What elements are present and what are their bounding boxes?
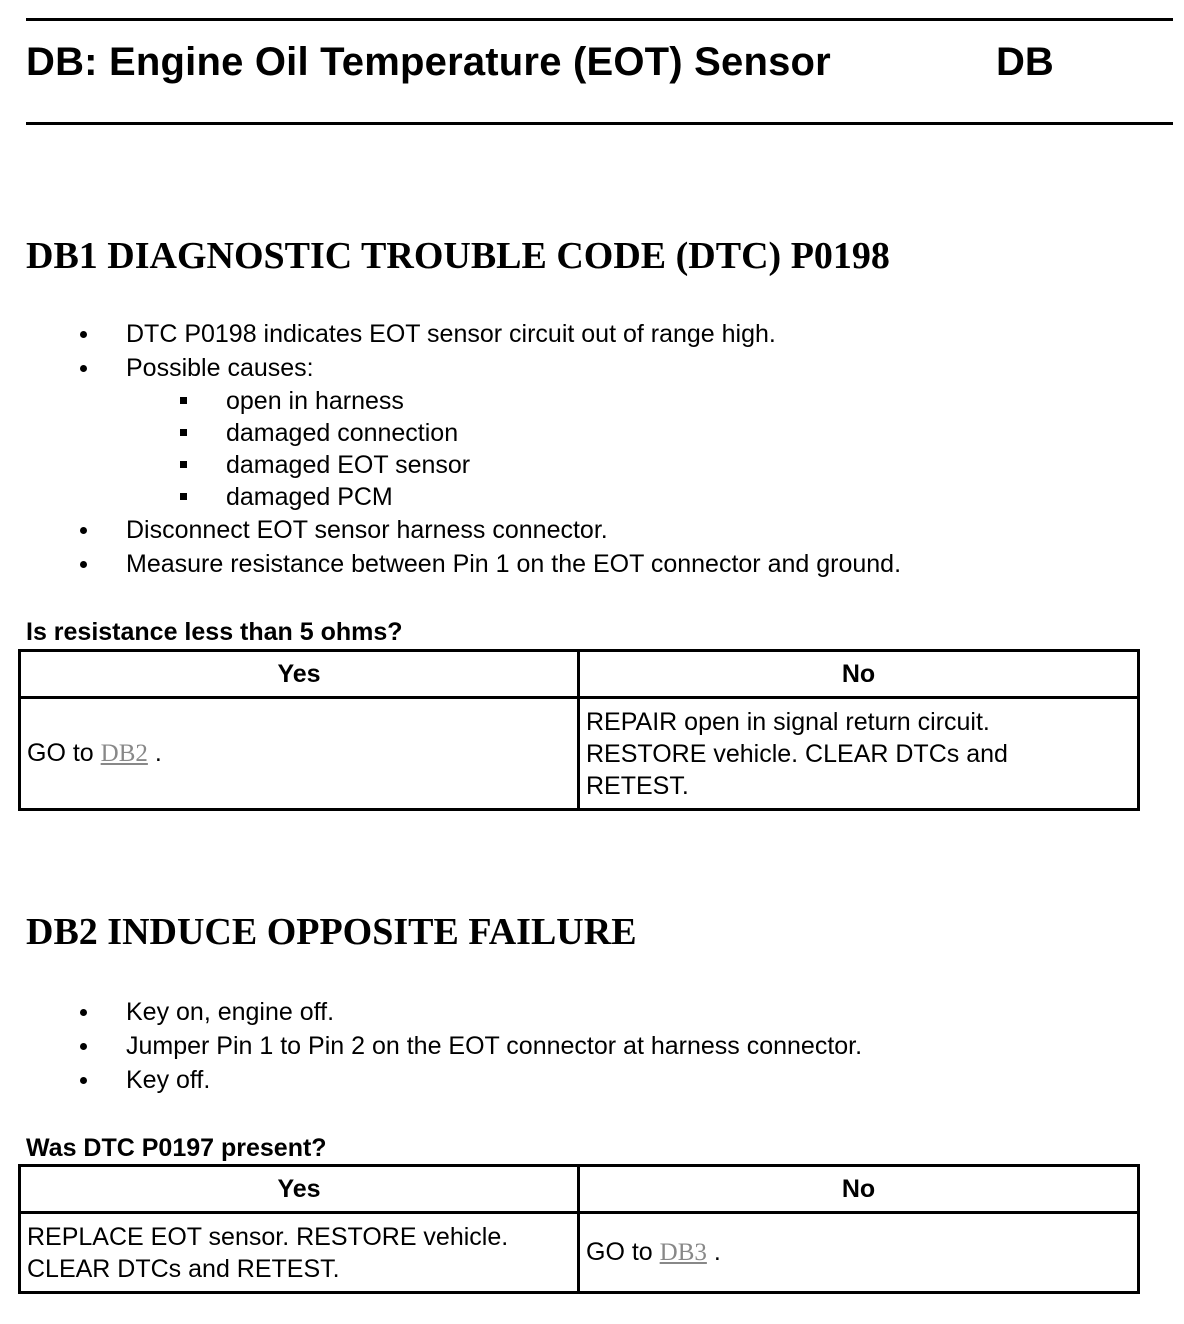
list-item: Disconnect EOT sensor harness connector.	[0, 513, 901, 547]
no-header: No	[579, 1166, 1139, 1213]
db2-yes-cell: REPLACE EOT sensor. RESTORE vehicle. CLEAR DTCs and RETEST.	[20, 1213, 579, 1293]
db2-question: Was DTC P0197 present?	[26, 1134, 327, 1162]
db2-no-cell: GO to DB3 .	[579, 1213, 1139, 1293]
list-item: Measure resistance between Pin 1 on the EOT connector and ground.	[0, 547, 901, 581]
link-db3[interactable]: DB3	[659, 1239, 707, 1266]
section-title-db1: DB1 DIAGNOSTIC TROUBLE CODE (DTC) P0198	[26, 235, 890, 277]
db1-steps-list	[0, 317, 901, 581]
db2-steps-list	[0, 995, 862, 1097]
page-code: DB	[996, 40, 1054, 84]
db1-decision-table	[18, 649, 1140, 811]
list-item: DTC P0198 indicates EOT sensor circuit out of range high.	[0, 317, 901, 351]
no-header: No	[579, 651, 1139, 698]
possible-causes-list	[126, 385, 901, 513]
yes-header: Yes	[20, 651, 579, 698]
list-item: damaged EOT sensor	[0, 449, 901, 481]
list-item: Jumper Pin 1 to Pin 2 on the EOT connector at harness connector.	[0, 1029, 862, 1063]
header-top-rule	[26, 18, 1173, 21]
list-item: damaged PCM	[0, 481, 901, 513]
list-item: Possible causes: open in harness damaged connection damaged EOT sensor damaged PCM	[0, 351, 901, 513]
yes-header: Yes	[20, 1166, 579, 1213]
list-item: Key on, engine off.	[0, 995, 862, 1029]
header-bottom-rule	[26, 122, 1173, 125]
db1-no-cell: REPAIR open in signal return circuit. RESTORE vehicle. CLEAR DTCs and RETEST.	[579, 698, 1139, 810]
db1-yes-cell: GO to DB2 .	[20, 698, 579, 810]
db2-decision-table	[18, 1164, 1140, 1294]
link-db2[interactable]: DB2	[100, 740, 148, 767]
list-item: damaged connection	[0, 417, 901, 449]
section-title-db2: DB2 INDUCE OPPOSITE FAILURE	[26, 911, 637, 953]
page-title: DB: Engine Oil Temperature (EOT) Sensor	[26, 40, 831, 84]
list-item: open in harness	[0, 385, 901, 417]
list-item: Key off.	[0, 1063, 862, 1097]
db1-question: Is resistance less than 5 ohms?	[26, 618, 403, 646]
